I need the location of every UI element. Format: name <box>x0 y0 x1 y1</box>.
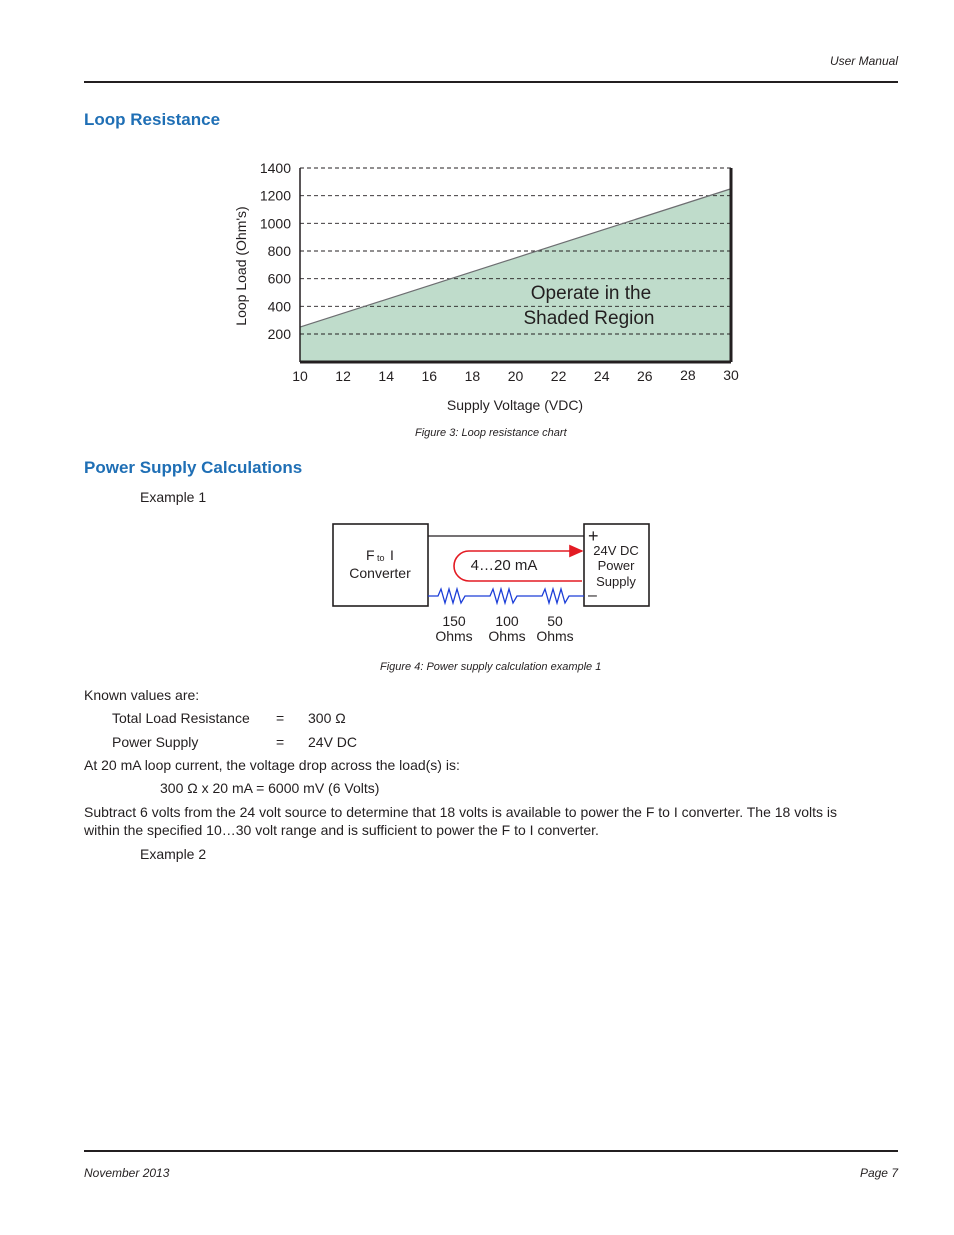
converter-label: Converter <box>349 565 411 581</box>
resistor-value: 150 <box>442 613 466 629</box>
figure3-caption: Figure 3: Loop resistance chart <box>415 427 567 439</box>
footer-page: Page 7 <box>859 1166 898 1180</box>
resistor-unit: Ohms <box>536 628 574 644</box>
chart-x-tick-label: 10 <box>292 368 308 384</box>
chart-x-tick-label: 30 <box>723 367 739 383</box>
supply-line2: Power <box>597 558 635 573</box>
chart-x-tick-label: 12 <box>335 368 351 384</box>
chart-shaded-area <box>300 189 731 362</box>
chart-x-tick-label: 22 <box>550 368 567 384</box>
chart-y-tick-label: 1000 <box>259 215 291 232</box>
chart-y-tick-label: 600 <box>267 270 291 287</box>
converter-to: to <box>377 553 385 563</box>
resistor-unit: Ohms <box>488 628 526 644</box>
chart-y-tick-label: 800 <box>267 243 291 259</box>
loop-resistance-chart <box>0 0 954 430</box>
example1-label: Example 1 <box>140 489 207 505</box>
voltage-drop-intro: At 20 mA loop current, the voltage drop across the load(s) is: <box>84 757 460 773</box>
known-value-equals: = <box>276 710 285 726</box>
footer-date: November 2013 <box>84 1166 170 1180</box>
chart-y-ticks <box>260 160 291 342</box>
chart-annotation-line1: Operate in the <box>530 283 652 304</box>
resistor-value: 100 <box>495 613 519 629</box>
chart-x-axis-label: Supply Voltage (VDC) <box>446 397 584 413</box>
chart-plot-area <box>300 168 731 362</box>
known-value-value: 300 Ω <box>308 710 346 726</box>
voltage-drop-formula: 300 Ω x 20 mA = 6000 mV (6 Volts) <box>160 780 380 796</box>
chart-x-tick-label: 14 <box>378 368 394 384</box>
converter-i: I <box>390 547 394 563</box>
figure4-caption: Figure 4: Power supply calculation example 1 <box>380 661 602 673</box>
chart-y-tick-label: 400 <box>267 298 291 315</box>
chart-x-tick-label: 16 <box>421 368 438 384</box>
known-value-value: 24V DC <box>308 734 358 750</box>
section-title-power-supply: Power Supply Calculations <box>84 458 303 477</box>
header-manual-label: User Manual <box>829 54 898 68</box>
chart-x-ticks <box>292 367 739 384</box>
example2-label: Example 2 <box>140 846 207 862</box>
chart-x-tick-label: 20 <box>507 368 524 384</box>
supply-plus: + <box>588 526 599 546</box>
known-value-equals: = <box>276 734 285 750</box>
supply-line1: 24V DC <box>593 543 639 558</box>
circuit-diagram <box>320 515 660 655</box>
resistor-chain <box>428 589 584 603</box>
chart-annotation-line2: Shaded Region <box>523 308 655 329</box>
resistor-value: 50 <box>547 613 563 629</box>
chart-x-tick-label: 28 <box>680 367 696 383</box>
chart-x-tick-label: 24 <box>593 368 610 384</box>
chart-x-tick-label: 26 <box>637 368 653 384</box>
chart-y-tick-label: 200 <box>267 326 291 342</box>
chart-y-tick-label: 1400 <box>259 160 291 176</box>
chart-x-tick-label: 18 <box>464 368 481 384</box>
known-values-intro: Known values are: <box>84 687 200 703</box>
footer-rule <box>84 1150 898 1152</box>
supply-minus: – <box>588 587 597 604</box>
current-label: 4…20 mA <box>470 557 538 574</box>
section-title-loop-resistance: Loop Resistance <box>84 110 221 129</box>
chart-y-axis-label: Loop Load (Ohm's) <box>233 206 249 326</box>
resistor-unit: Ohms <box>435 628 473 644</box>
known-value-label: Total Load Resistance <box>112 710 250 726</box>
known-value-label: Power Supply <box>112 734 199 750</box>
paragraph-line2: within the specified 10…30 volt range and is sufficient to power the F to I converter. <box>84 822 599 838</box>
paragraph-line1: Subtract 6 volts from the 24 volt source to determine that 18 volts is available to power the F to I converter. The 18 volts is <box>84 804 838 820</box>
chart-y-tick-label: 1200 <box>259 187 291 204</box>
converter-f: F <box>366 547 375 563</box>
supply-line3: Supply <box>596 574 636 589</box>
